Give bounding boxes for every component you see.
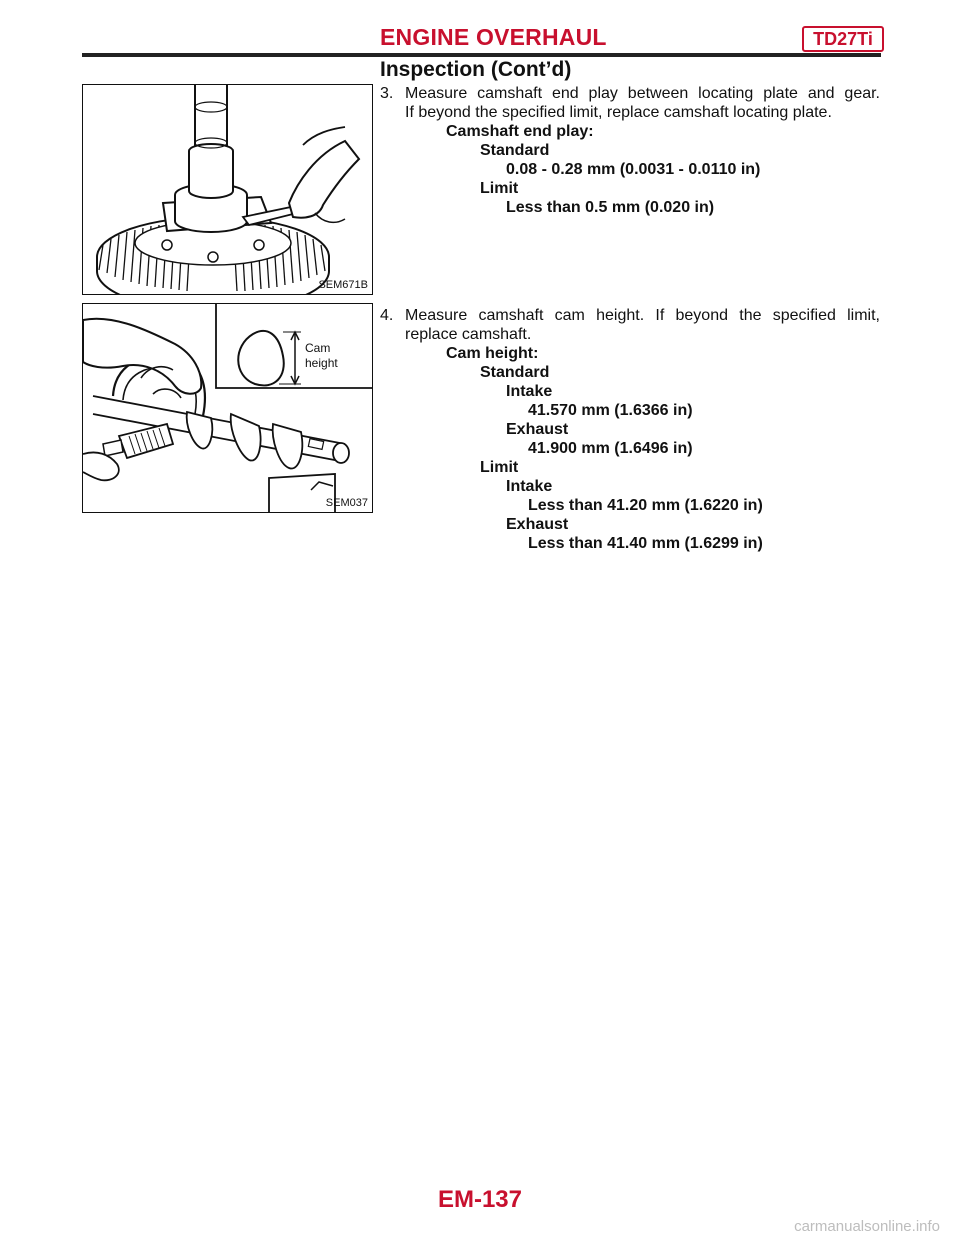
figure-code: SEM671B xyxy=(318,279,368,291)
header-rule xyxy=(82,53,881,57)
spec-limit-exhaust-label: Exhaust xyxy=(506,516,569,533)
figure-cam-height xyxy=(82,303,373,513)
step-text-line: replace camshaft. xyxy=(405,326,532,343)
step-text-line: If beyond the specified limit, replace camshaft locating plate. xyxy=(405,104,832,121)
spec-standard-label: Standard xyxy=(480,142,550,159)
spec-standard-value: 0.08 - 0.28 mm (0.0031 - 0.0110 in) xyxy=(506,161,761,178)
spec-heading: Cam height: xyxy=(446,345,539,362)
figure-camshaft-end-play xyxy=(82,84,373,295)
section-title: ENGINE OVERHAUL xyxy=(380,24,607,50)
spec-exhaust-label: Exhaust xyxy=(506,421,569,438)
page-subtitle: Inspection (Cont’d) xyxy=(380,58,572,81)
spec-exhaust-value: 41.900 mm (1.6496 in) xyxy=(528,440,693,457)
spec-limit-label: Limit xyxy=(480,459,519,476)
step-number: 3. xyxy=(380,85,394,102)
spec-limit-value: Less than 0.5 mm (0.020 in) xyxy=(506,199,715,216)
cam-callout-line2: height xyxy=(305,356,338,370)
camshaft-feeler-gauge-illustration xyxy=(83,85,373,295)
cam-height-micrometer-illustration xyxy=(83,304,373,513)
step-4 xyxy=(380,306,880,344)
page-number: EM-137 xyxy=(437,1186,523,1213)
step-text-line: Measure camshaft cam height. If beyond the specified limit, xyxy=(405,307,880,324)
spec-intake-label: Intake xyxy=(506,383,553,400)
spec-intake-value: 41.570 mm (1.6366 in) xyxy=(528,402,693,419)
spec-limit-intake-label: Intake xyxy=(506,478,553,495)
spec-limit-label: Limit xyxy=(480,180,519,197)
figure-code: SEM037 xyxy=(325,497,368,509)
cam-callout-line1: Cam xyxy=(305,341,331,355)
spec-limit-intake-value: Less than 41.20 mm (1.6220 in) xyxy=(528,497,763,514)
spec-standard-label: Standard xyxy=(480,364,550,381)
step-3 xyxy=(380,84,880,122)
watermark: carmanualsonline.info xyxy=(794,1218,940,1235)
spec-limit-exhaust-value: Less than 41.40 mm (1.6299 in) xyxy=(528,535,763,552)
step-number: 4. xyxy=(380,307,394,324)
step-text-line: Measure camshaft end play between locating plate and gear. xyxy=(405,85,880,102)
spec-heading: Camshaft end play: xyxy=(446,123,594,140)
model-badge: TD27Ti xyxy=(802,26,884,52)
